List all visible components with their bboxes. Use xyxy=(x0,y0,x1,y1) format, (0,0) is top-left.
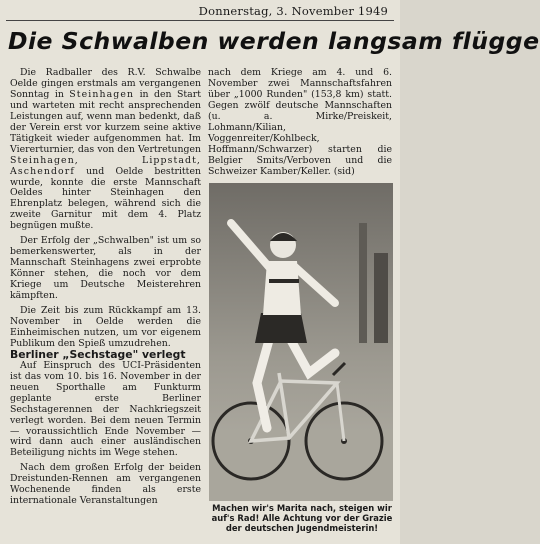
dateline: Donnerstag, 3. November 1949 xyxy=(198,4,388,18)
right-paragraph: nach dem Kriege am 4. und 6. November zwei Mannschaftsfahren über „1000 Runden" (153,8 km) statt. Gegen zwölf deutsche Mannschaften (u. a. Mirke/Preiskeit, Lohmann/Kilian, Voggenreiter/Kohlbeck, Hoffmann/Schwarzer) starten die Belgier Smits/Verboven und die Schweizer Kamber/Keller. (sid) xyxy=(208,67,392,177)
paragraph-5: Nach dem großen Erfolg der beiden Dreistunden-Rennen am vergangenen Wochenende finden als erste internationale Veranstaltungen xyxy=(10,462,201,507)
paragraph-3: Die Zeit bis zum Rückkampf am 13. November in Oelde werden die Einheimischen nutzen, um vor eigenem Publikum den Spieß umzudrehen. xyxy=(10,305,201,349)
photo-caption: Machen wir's Marita nach, steigen wir auf's Rad! Alle Achtung vor der Grazie der deutschen Jugendmeisterin! xyxy=(211,503,393,533)
right-column xyxy=(208,68,392,178)
article-headline: Die Schwalben werden langsam flügge xyxy=(8,27,540,55)
paragraph-4: Auf Einspruch des UCI-Präsidenten ist das vom 10. bis 16. November in der neuen Sporthalle am Funkturm geplante erste Berliner Sechstagerennen der Nachkriegszeit verlegt worden. Bei dem neuen Termin — voraussichtlich Ende November — wird dann auch einer ausländischen Beteiligung nichts im Wege stehen. xyxy=(10,359,201,459)
cyclist-photo xyxy=(209,183,393,501)
paragraph-1-text-c: und Oelde bestritten wurde, konnte die erste Mannschaft Oeldes hinter Steinhagen den Ehrenplatz belegen, während sich die zweite Garnitur mit dem 4. Platz begnügen mußte. xyxy=(10,165,201,232)
paragraph-1-teams: Steinhagen, Lippstadt, Aschendorf xyxy=(10,154,201,177)
paragraph-1 xyxy=(10,68,201,232)
header-rule xyxy=(6,20,394,21)
cyclist-illustration xyxy=(209,183,393,501)
left-column xyxy=(10,68,201,507)
paragraph-1-place: Steinhagen xyxy=(69,88,135,100)
paragraph-2: Der Erfolg der „Schwalben" ist um so bemerkenswerter, als in der Mannschaft Steinhagens zwei erprobte Könner stehen, die noch vor dem Kriege um Deutsche Meisterehren kämpften. xyxy=(10,235,201,302)
paragraph-1-text-a: Die Radballer des R.V. Schwalbe Oelde gingen erstmals am vergangenen Sonntag in xyxy=(10,67,201,100)
paragraph-1-text-b: in den Start und warteten mit recht ansprechenden Leistungen auf, wenn man bedenkt, daß der Verein erst vor kurzem seine aktive Tätigkeit wieder aufgenommen hat. Im Viererturnier, das von den Vertretungen xyxy=(10,88,201,155)
section-subhead: Berliner „Sechstage" verlegt xyxy=(10,347,186,361)
